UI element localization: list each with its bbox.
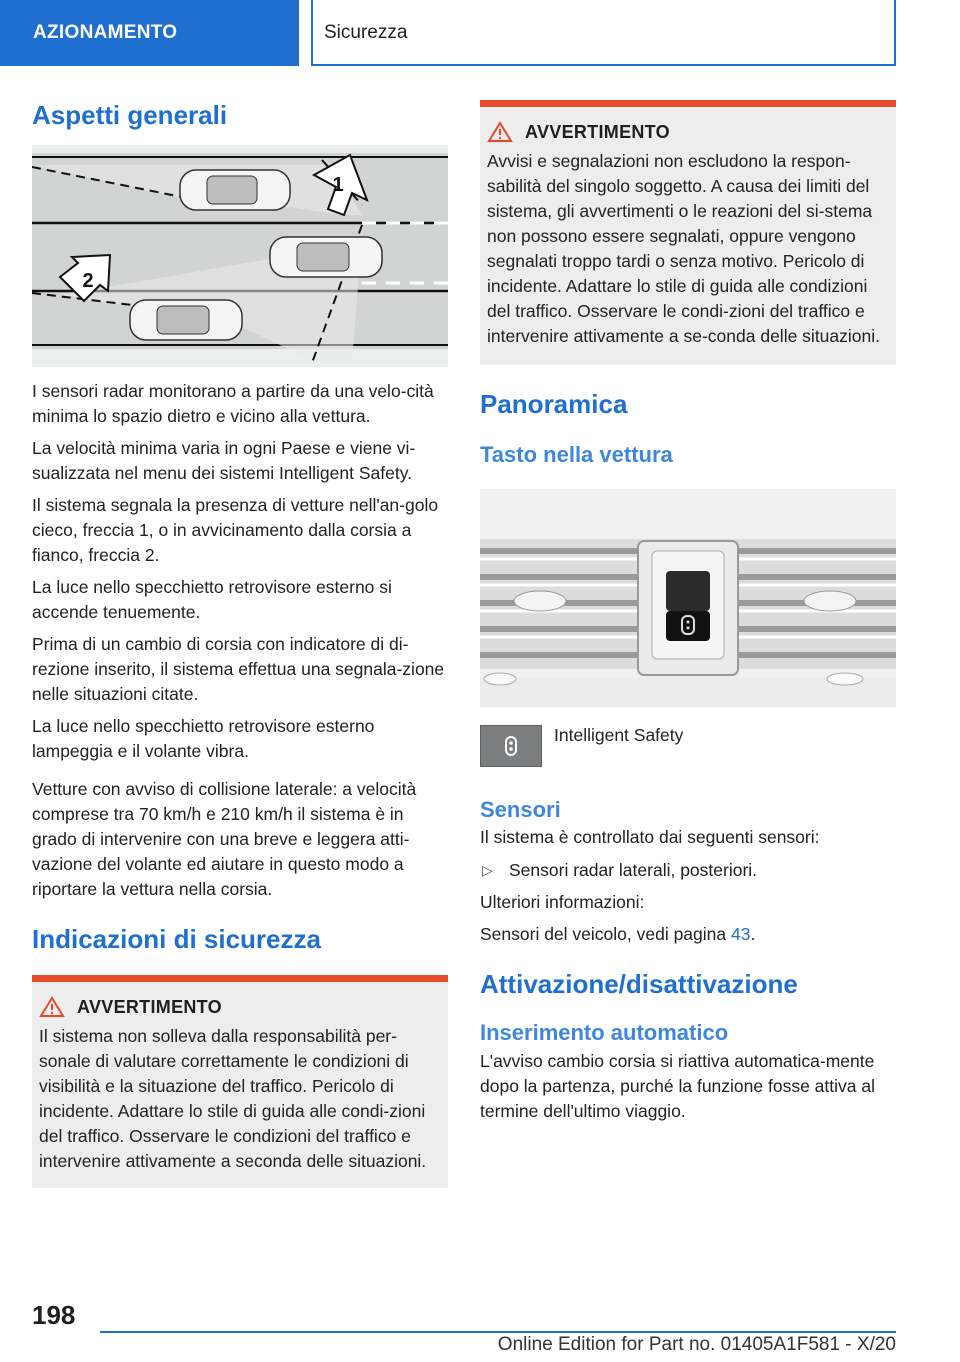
more-info-label: Ulteriori informazioni:	[480, 891, 645, 912]
intelligent-safety-icon	[480, 725, 542, 767]
dashboard-vent-illustration	[480, 489, 896, 707]
paragraph: Il sistema segnala la presenza di vetture nell'an-golo cieco, freccia 1, o in avvicinamento dalla corsia a fianco, freccia 2.	[32, 495, 439, 566]
warning-box	[32, 975, 448, 1188]
bullet-triangle-icon: ▷	[482, 861, 493, 878]
arrow-2-label: 2	[82, 270, 94, 293]
page-reference-end: .	[750, 923, 756, 944]
page-link[interactable]: 43	[731, 923, 751, 944]
left-column	[32, 100, 448, 1188]
road-diagram	[32, 145, 448, 367]
warning-triangle-icon	[487, 121, 513, 143]
button-label: Intelligent Safety	[554, 724, 684, 745]
right-column	[480, 100, 896, 1124]
paragraph: Vetture con avviso di collisione laterale: a velocità comprese tra 70 km/h e 210 km/h il sistema è in grado di intervenire con una breve e leggera atti-vazione del volante ed aiutare in questo modo a riportare la vettura nella corsia.	[32, 779, 417, 900]
paragraph: La luce nello specchietto retrovisore esterno si accende tenuemente.	[32, 577, 392, 623]
warning-text: Avvisi e segnalazioni non escludono la respon-sabilità del singolo soggetto. A causa dei limiti del sistema, gli avvertimenti o le reazioni del si-stema non possono essere segnalati, oppure vengono segnalati troppo tardi o senza motivo. Pericolo di incidente. Adattare lo stile di guida alle condizioni del traffico. Osservare le condi-zioni del traffico e intervenire attivamente a se-conda delle situazioni.	[487, 151, 880, 346]
auto-text: L'avviso cambio corsia si riattiva automatica-mente dopo la partenza, purché la funzione fosse attiva al termine dell'ultimo viaggio.	[480, 1050, 875, 1121]
sensor-list-text: Sensori radar laterali, posteriori.	[509, 859, 758, 880]
page-reference	[480, 922, 896, 947]
section-tab	[0, 0, 299, 66]
warning-title: AVVERTIMENTO	[525, 121, 670, 142]
section-title-activation: Attivazione/disattivazione	[480, 968, 798, 999]
warning-triangle-icon	[39, 996, 65, 1018]
car-middle	[270, 237, 382, 277]
footer-rule	[100, 1331, 896, 1333]
car-bottom	[130, 300, 242, 340]
subsection-title-sensors: Sensori	[480, 796, 561, 822]
warning-box	[480, 100, 896, 365]
warning-title: AVVERTIMENTO	[77, 996, 222, 1017]
car-top	[180, 170, 290, 210]
section-title-overview: Panoramica	[480, 389, 628, 419]
sensors-intro: Il sistema è controllato dai seguenti sensori:	[480, 826, 820, 847]
section-label: AZIONAMENTO	[33, 22, 178, 43]
button-photo	[480, 489, 896, 707]
page-reference-text: Sensori del veicolo, vedi pagina	[480, 923, 731, 944]
section-title-general: Aspetti generali	[32, 100, 228, 130]
sensor-list-item	[480, 858, 896, 883]
arrow-1-label: 1	[332, 174, 344, 197]
subsection-title-auto: Inserimento automatico	[480, 1020, 729, 1046]
page-number: 198	[32, 1300, 76, 1330]
warning-text: Il sistema non solleva dalla responsabilità per-sonale di valutare correttamente le condizioni di visibilità e la situazione del traffico. Pericolo di incidente. Adattare lo stile di guida alle condi-zioni del traffico. Osservare le condizioni del traffico e intervenire attivamente a seconda delle situazioni.	[39, 1026, 427, 1172]
blind-spot-figure	[32, 145, 448, 367]
subsection-title-button: Tasto nella vettura	[480, 442, 673, 468]
section-title-safety: Indicazioni di sicurezza	[32, 924, 321, 955]
paragraph: I sensori radar monitorano a partire da una velo-cità minima lo spazio dietro e vicino alla vettura.	[32, 381, 434, 427]
paragraph: La luce nello specchietto retrovisore esterno lampeggia e il volante vibra.	[32, 716, 375, 762]
paragraph: Prima di un cambio di corsia con indicatore di di-rezione inserito, il sistema effettua una segnala-zione nelle situazioni citate.	[32, 634, 445, 705]
edition-footer: Online Edition for Part no. 01405A1F581 - X/20	[497, 1334, 896, 1355]
paragraph: La velocità minima varia in ogni Paese e viene vi-sualizzata nel menu dei sistemi Intelligent Safety.	[32, 438, 416, 484]
chapter-title: Sicurezza	[324, 22, 408, 43]
